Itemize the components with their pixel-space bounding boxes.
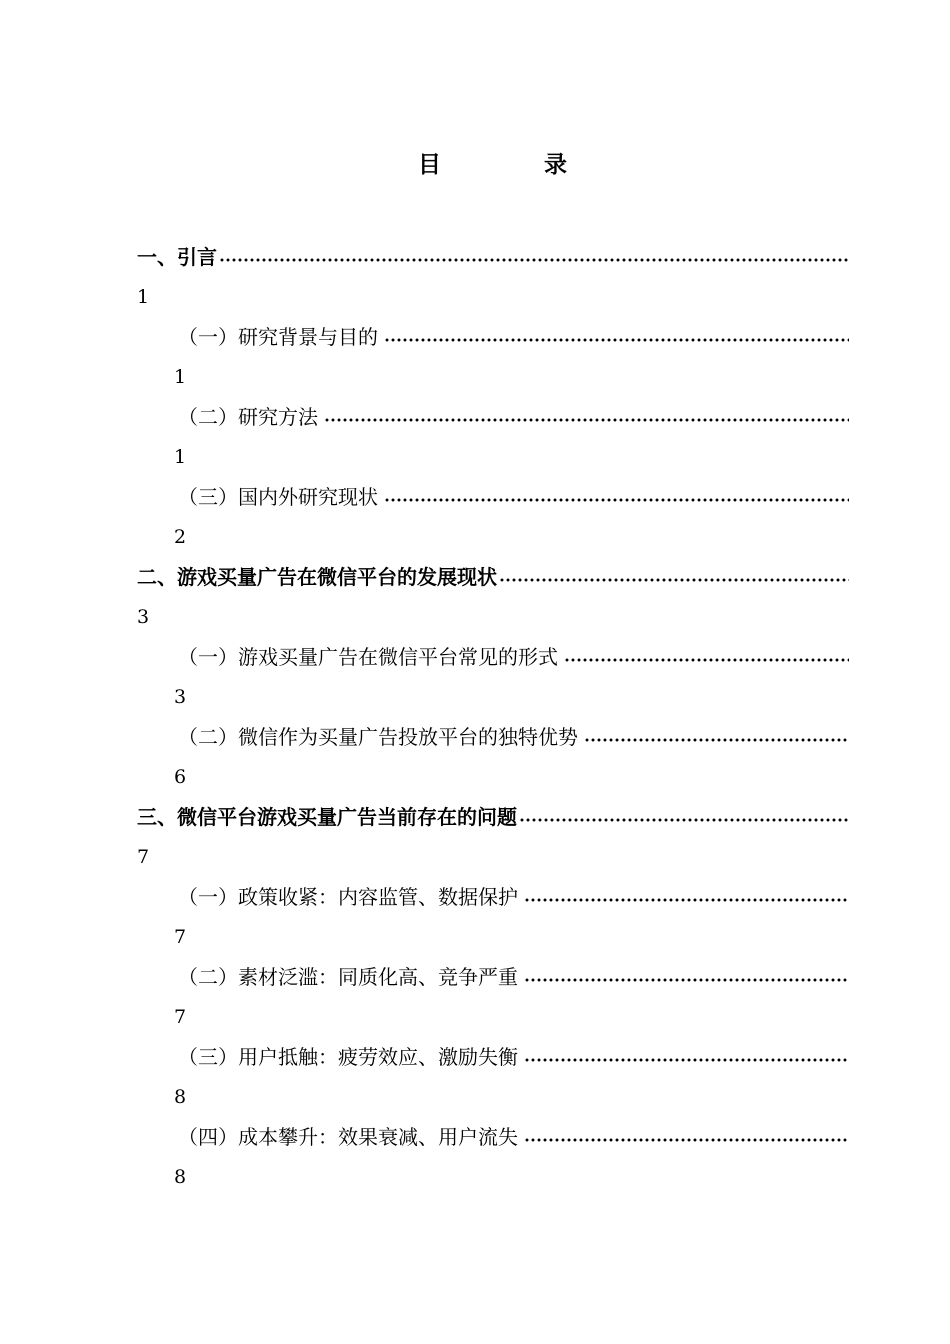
toc-entry-title: （四）成本攀升：效果衰减、用户流失 <box>178 1125 518 1149</box>
toc-entry-title: （二）研究方法 <box>178 405 318 429</box>
toc-dot-leader <box>524 1040 849 1074</box>
toc-dot-leader <box>219 240 849 274</box>
toc-entry-page-number: 8 <box>174 1166 187 1188</box>
toc-entry[interactable] <box>137 560 849 594</box>
toc-entry-page-number: 2 <box>174 526 187 548</box>
toc-title <box>0 146 950 180</box>
toc-dot-leader <box>519 800 849 834</box>
toc-entry-title: 二、游戏买量广告在微信平台的发展现状 <box>137 565 497 589</box>
toc-entry-page-number: 7 <box>174 1006 187 1028</box>
toc-entry-page-number: 1 <box>174 366 187 388</box>
toc-title-part1: 目 <box>418 152 441 178</box>
toc-entry-title: （一）研究背景与目的 <box>178 325 378 349</box>
toc-entry[interactable] <box>178 400 849 434</box>
toc-dot-leader <box>384 320 849 354</box>
toc-entry[interactable] <box>137 800 849 834</box>
toc-entry-title: （二）素材泛滥：同质化高、竞争严重 <box>178 965 518 989</box>
toc-entry[interactable] <box>178 1040 849 1074</box>
toc-entry-page-number: 6 <box>174 766 187 788</box>
toc-dot-leader <box>524 1120 849 1154</box>
toc-dot-leader <box>524 960 849 994</box>
toc-dot-leader <box>324 400 849 434</box>
toc-entry-page-number: 8 <box>174 1086 187 1108</box>
toc-entry[interactable] <box>178 880 849 914</box>
toc-entry[interactable] <box>178 640 849 674</box>
toc-title-part2: 录 <box>544 152 567 178</box>
toc-dot-leader <box>384 480 849 514</box>
toc-entry-page-number: 3 <box>174 686 187 708</box>
toc-entry-page-number: 3 <box>137 606 150 628</box>
toc-entry[interactable] <box>178 480 849 514</box>
toc-entry-title: 三、微信平台游戏买量广告当前存在的问题 <box>137 805 517 829</box>
toc-dot-leader <box>499 560 849 594</box>
toc-entry[interactable] <box>178 320 849 354</box>
toc-entry[interactable] <box>178 1120 849 1154</box>
toc-entry-page-number: 7 <box>137 846 150 868</box>
toc-dot-leader <box>564 640 849 674</box>
toc-dot-leader <box>584 720 849 754</box>
toc-entry-title: （三）国内外研究现状 <box>178 485 378 509</box>
toc-entry-page-number: 7 <box>174 926 187 948</box>
toc-entry-title: （二）微信作为买量广告投放平台的独特优势 <box>178 725 578 749</box>
toc-entry[interactable] <box>137 240 849 274</box>
toc-entry-page-number: 1 <box>137 286 150 308</box>
toc-entry[interactable] <box>178 960 849 994</box>
toc-entry-title: （一）游戏买量广告在微信平台常见的形式 <box>178 645 558 669</box>
toc-entry[interactable] <box>178 720 849 754</box>
toc-entry-page-number: 1 <box>174 446 187 468</box>
toc-entry-title: （三）用户抵触：疲劳效应、激励失衡 <box>178 1045 518 1069</box>
toc-entry-title: （一）政策收紧：内容监管、数据保护 <box>178 885 518 909</box>
toc-dot-leader <box>524 880 849 914</box>
toc-entry-title: 一、引言 <box>137 245 217 269</box>
